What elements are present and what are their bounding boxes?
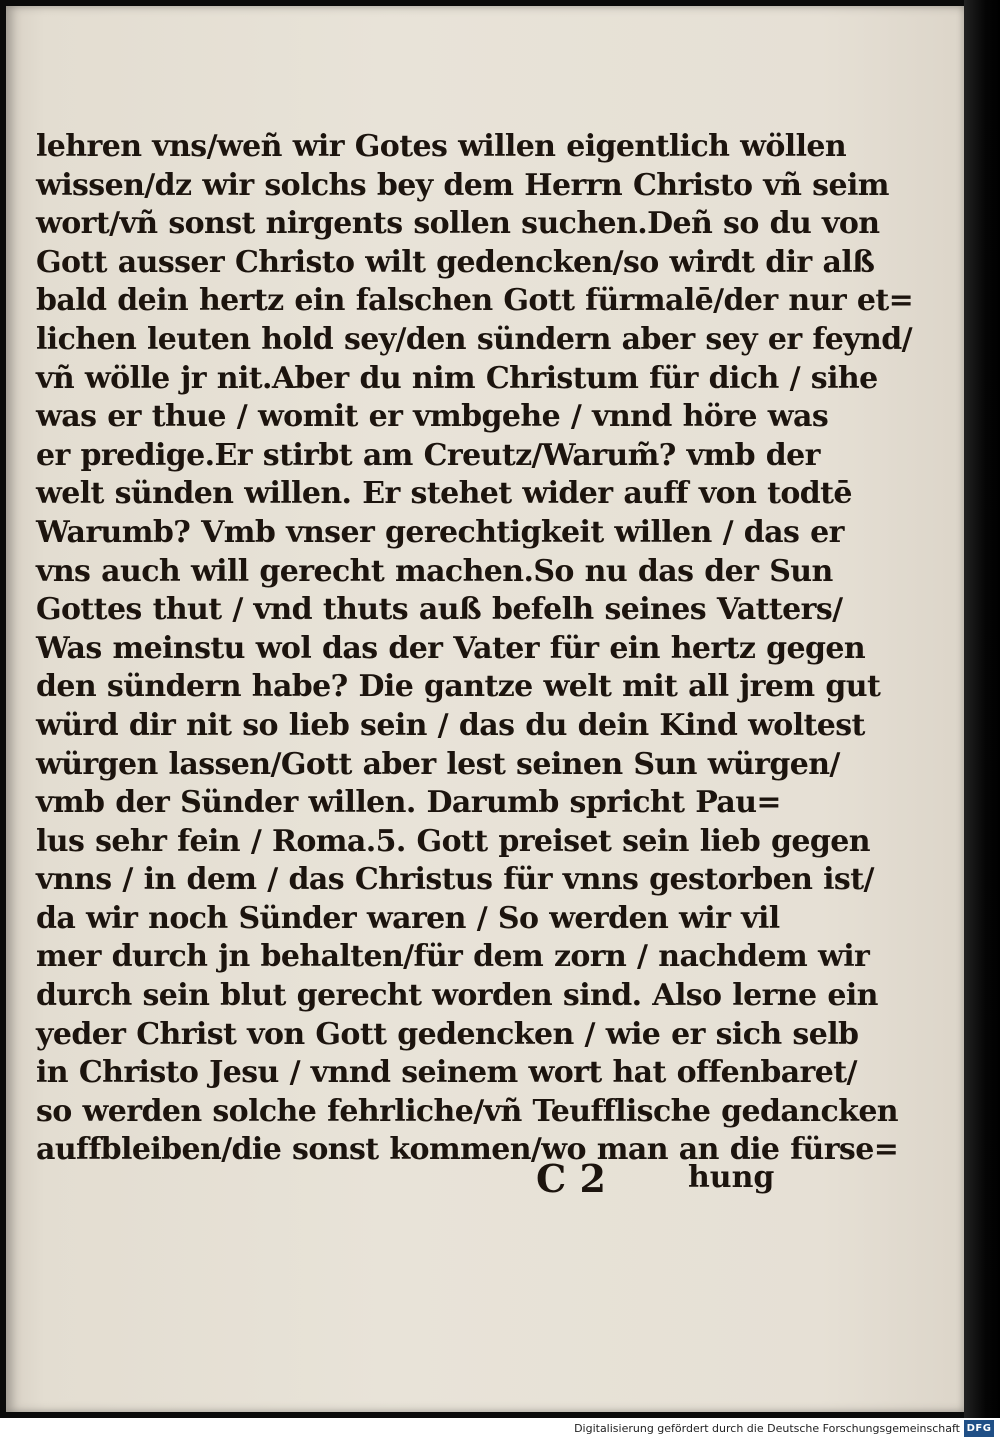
text-line: Gottes thut / vnd thuts auß befelh seines Vatters/ [36,592,843,628]
text-line: Gott ausser Christo wilt gedencken/so wirdt dir alß [36,244,875,280]
text-line: würd dir nit so lieb sein / das du dein Kind woltest [36,707,865,743]
text-line: wissen/dz wir solchs bey dem Herrn Christo vñ seim [36,167,889,203]
text-line: er predige.Er stirbt am Creutz/Warum̃? vmb der [36,437,820,473]
text-line: vnns / in dem / das Christus für vnns gestorben ist/ [36,862,874,898]
text-line: in Christo Jesu / vnnd seinem wort hat offenbaret/ [36,1055,857,1091]
dfg-logo: DFG [964,1420,994,1437]
text-line: lichen leuten hold sey/den sündern aber sey er feynd/ [36,321,912,357]
text-line: welt sünden willen. Er stehet wider auff von todtē [36,476,852,512]
text-line: lus sehr fein / Roma.5. Gott preiset sein lieb gegen [36,823,870,859]
page-footer-marks [6,1154,964,1204]
text-line: vns auch will gerecht machen.So nu das der Sun [36,553,833,589]
text-line: auffbleiben/die sonst kommen/wo man an die fürse= [36,1132,899,1168]
text-line: vmb der Sünder willen. Darumb spricht Pau= [36,785,781,821]
signature-mark: C 2 [536,1156,606,1201]
text-line: durch sein blut gerecht worden sind. Also lerne ein [36,978,878,1014]
text-line: yeder Christ von Gott gedencken / wie er sich selb [36,1016,859,1052]
text-line: Warumb? Vmb vnser gerechtigkeit willen / das er [36,514,844,550]
text-line: vñ wölle jr nit.Aber du nim Christum für dich / sihe [36,360,878,396]
text-line: so werden solche fehrliche/vñ Teufflische gedancken [36,1093,899,1129]
digitization-footer [0,1418,1000,1440]
scan-border [964,0,1000,1418]
text-line: würgen lassen/Gott aber lest seinen Sun würgen/ [36,746,840,782]
catchword: hung [688,1160,775,1195]
text-line: wort/vñ sonst nirgents sollen suchen.Deñ so du von [36,206,880,242]
text-line: den sündern habe? Die gantze welt mit all jrem gut [36,669,881,705]
text-line: lehren vns/weñ wir Gotes willen eigentlich wöllen [36,129,847,164]
body-text [36,128,914,1170]
text-line: Was meinstu wol das der Vater für ein hertz gegen [36,630,866,666]
text-line: bald dein hertz ein falschen Gott fürmalē/der nur et= [36,283,914,319]
text-line: was er thue / womit er vmbgehe / vnnd höre was [36,399,829,435]
paper-page [6,6,964,1412]
funding-attribution: Digitalisierung gefördert durch die Deutsche Forschungsgemeinschaft [574,1422,960,1435]
text-line: da wir noch Sünder waren / So werden wir vil [36,900,780,936]
text-line: mer durch jn behalten/für dem zorn / nachdem wir [36,939,870,975]
